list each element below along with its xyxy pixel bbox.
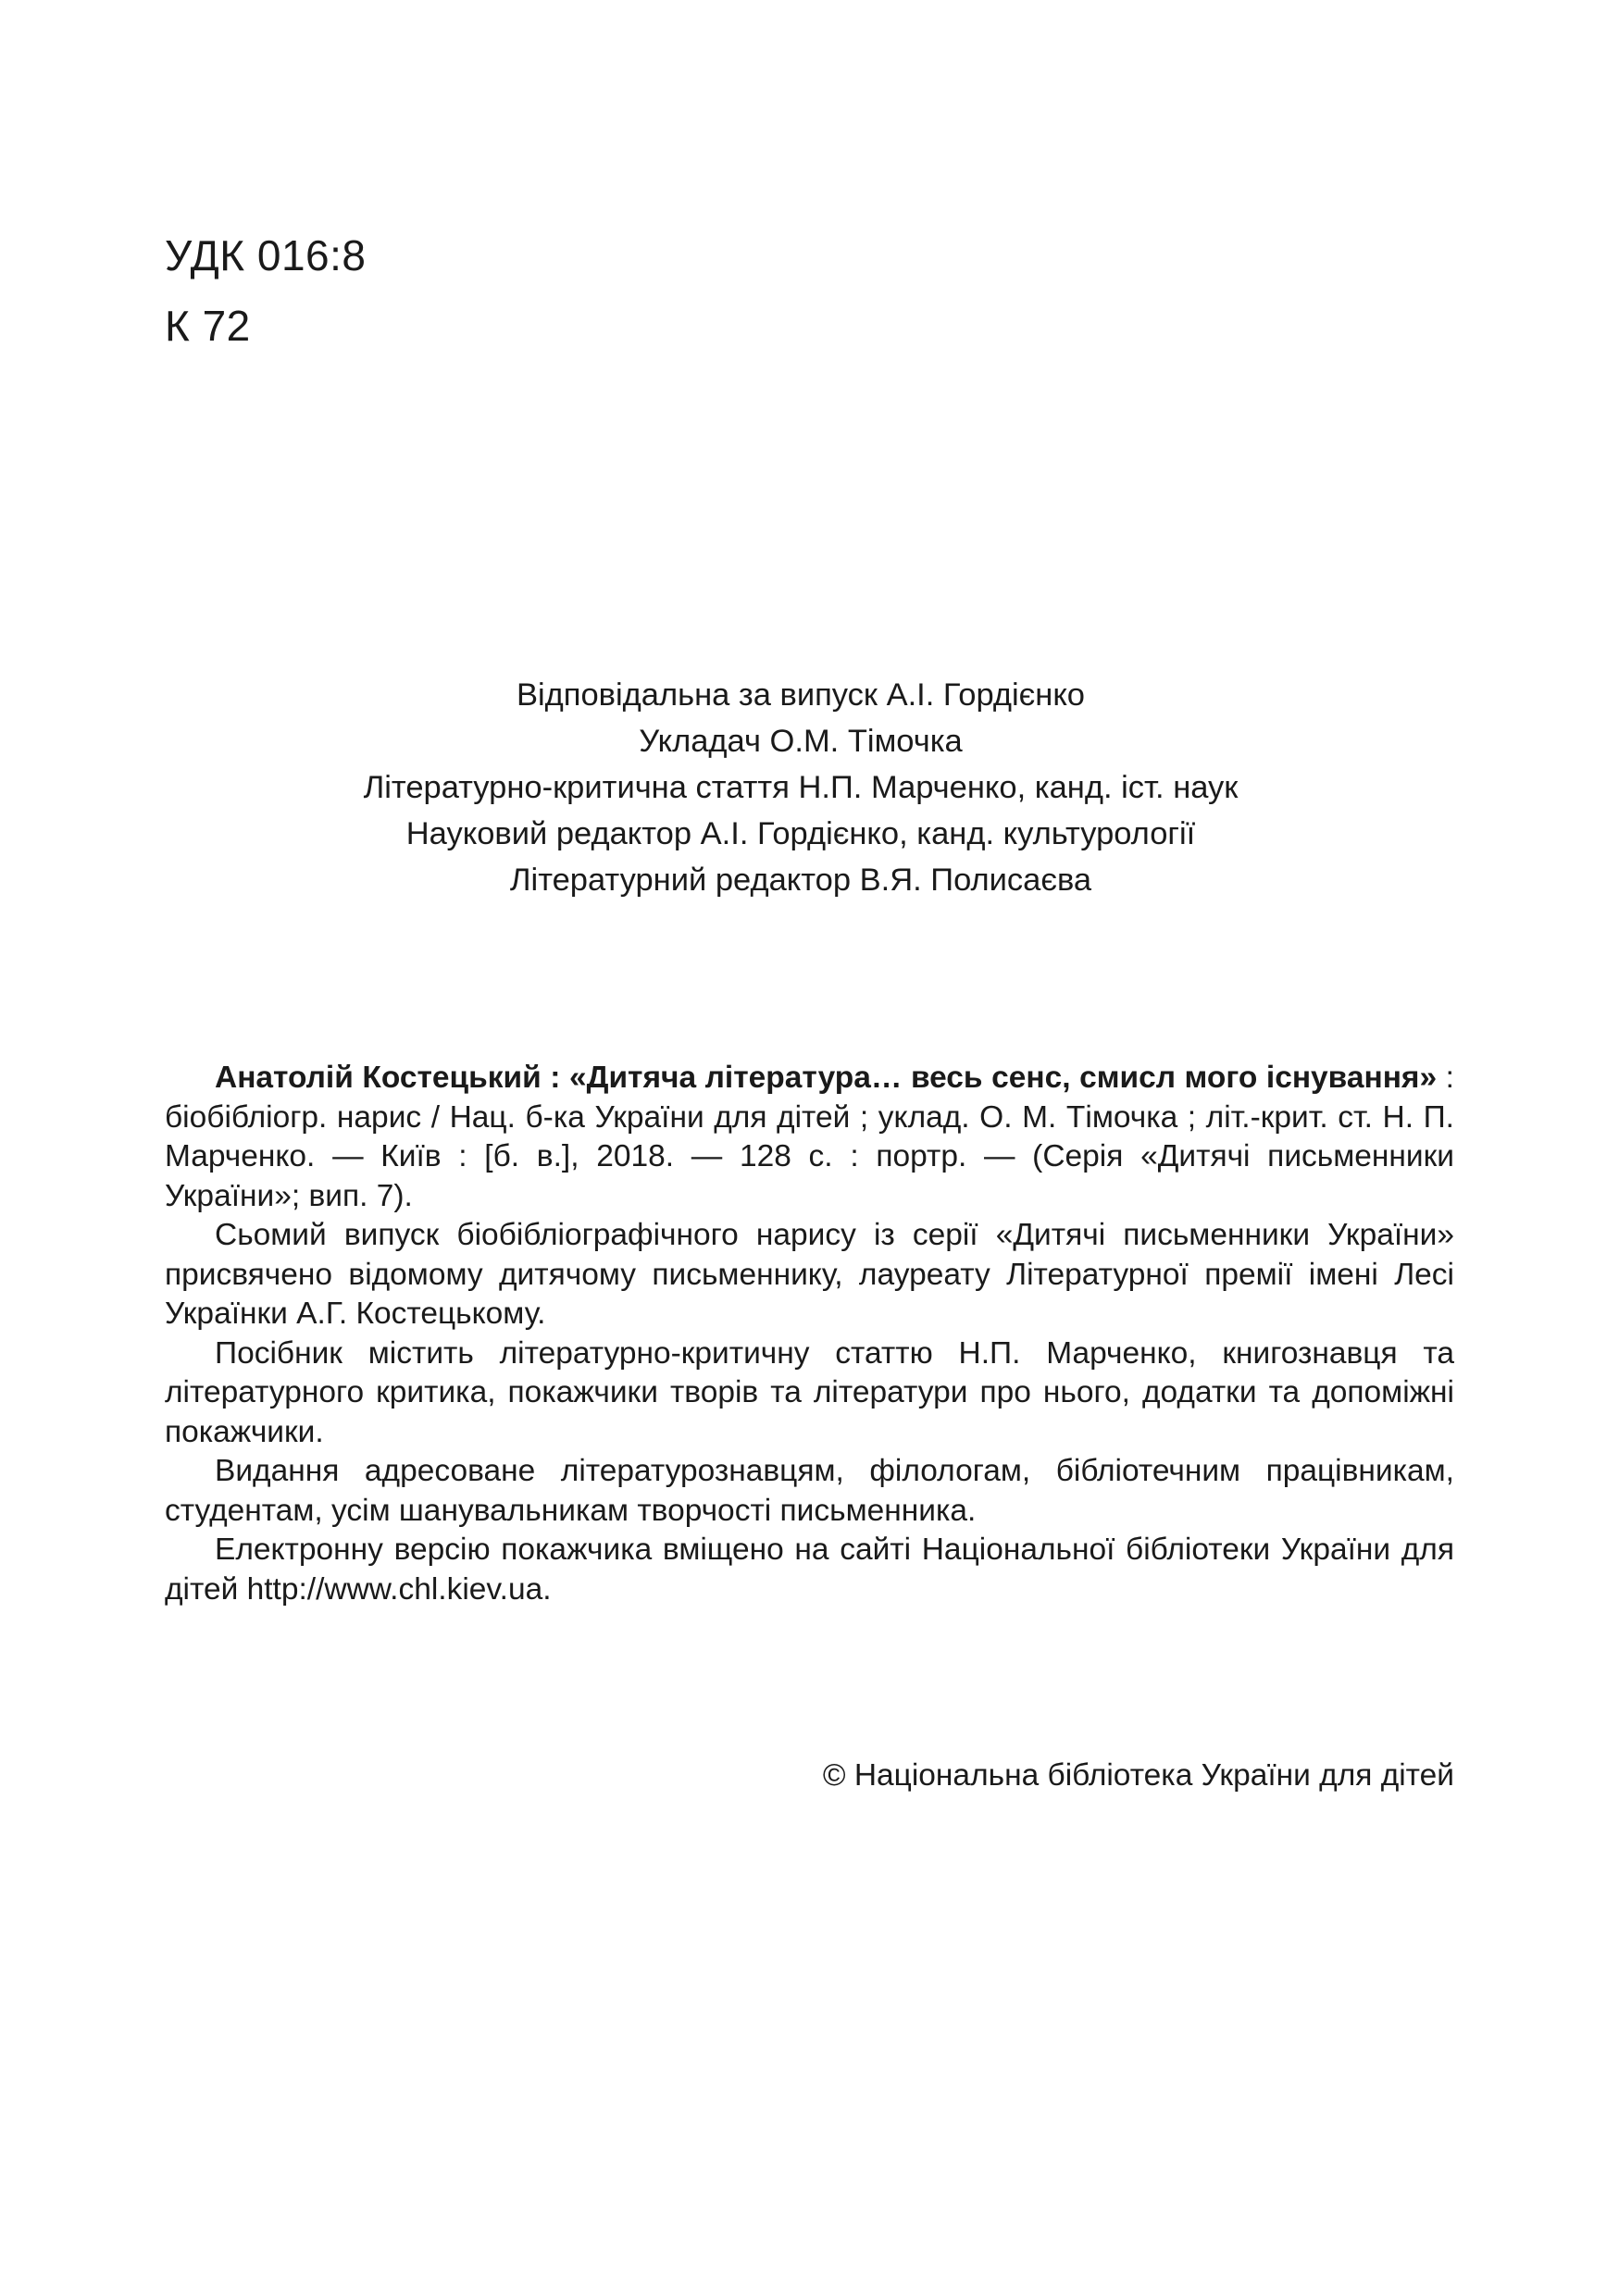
bibliographic-entry [165, 1059, 1454, 1216]
credit-line: Відповідальна за випуск А.І. Гордієнко [516, 677, 1085, 713]
entry-title: Анатолій Костецький : «Дитяча література… весь сенс, смисл мого існування» [215, 1061, 1438, 1095]
author-mark: К 72 [165, 302, 251, 350]
udk-code: УДК 016:8 [165, 231, 367, 279]
credit-line: Літературний редактор В.Я. Полисаєва [509, 863, 1092, 898]
annotation-paragraph: Видання адресоване літературознавцям, філологам, бібліотечним працівникам, студентам, усім шанувальникам творчості письменника. [165, 1454, 1454, 1528]
annotation-paragraph: Посібник містить літературно-критичну статтю Н.П. Марченко, книгознавця та літературного критика, покажчики творів та літератури про нього, додатки та допоміжні покажчики. [165, 1335, 1454, 1449]
annotation-paragraph: Сьомий випуск біобібліографічного нарису із серії «Дитячі письменники України» присвячено відомому дитячому письменнику, лауреату Літературної премії імені Лесі Українки А.Г. Костецькому. [165, 1218, 1454, 1331]
credits-block [305, 672, 1296, 903]
credit-line: Укладач О.М. Тімочка [639, 724, 963, 759]
bibliographic-description [165, 1059, 1454, 1609]
classification-block [165, 220, 367, 361]
credit-line: Літературно-критична стаття Н.П. Марченко, канд. іст. наук [363, 770, 1239, 805]
entry-details: : біобібліогр. нарис / Нац. б-ка України для дітей ; уклад. О. М. Тімочка ; літ.-крит. ст. Н. П. Марченко. — Київ : [б. в.], 2018. — 128 с. : портр. — (Серія «Дитячі письменники України»; вип. 7). [165, 1061, 1454, 1213]
credit-line: Науковий редактор А.І. Гордієнко, канд. культурології [405, 816, 1196, 851]
copyright-notice: © Національна бібліотека України для дітей [822, 1758, 1454, 1793]
annotation-paragraph: Електронну версію покажчика вміщено на сайті Національної бібліотеки України для дітей http://www.chl.kiev.ua. [165, 1533, 1454, 1607]
